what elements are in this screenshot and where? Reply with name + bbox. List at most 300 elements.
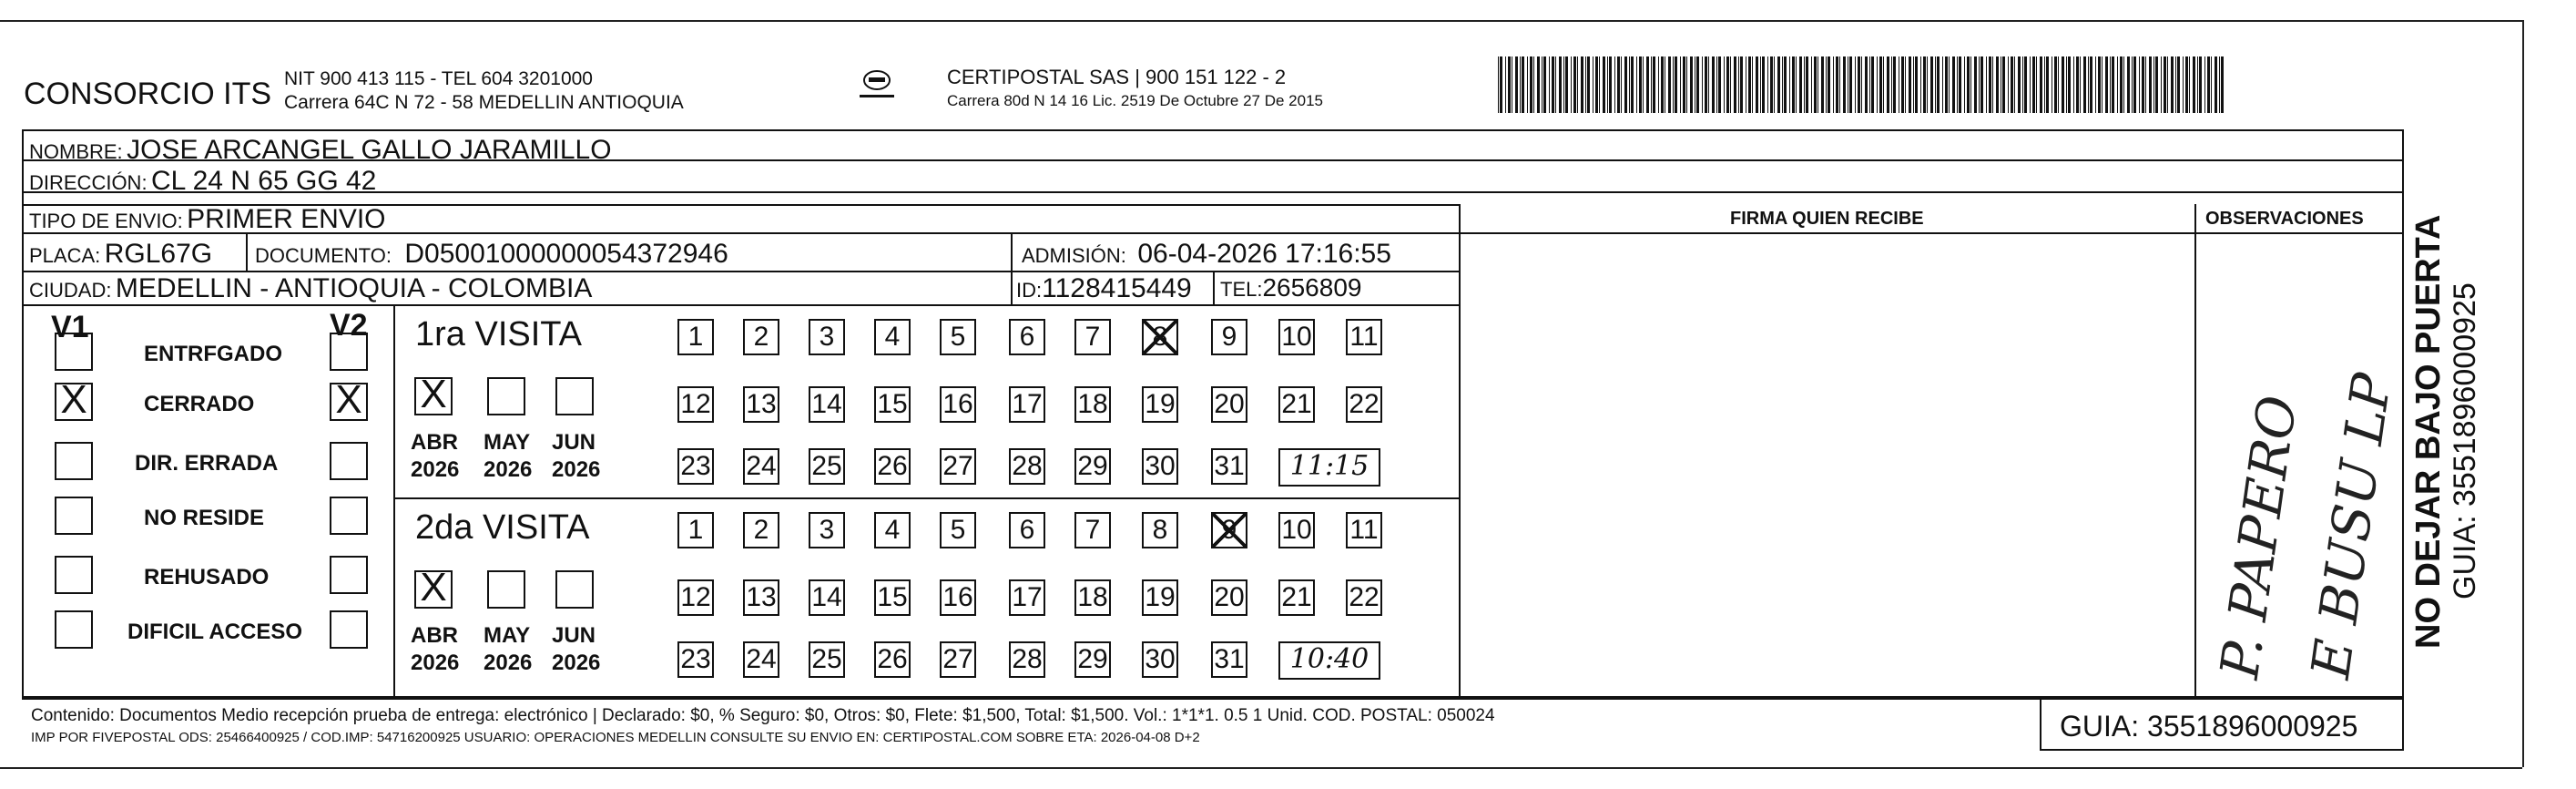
barcode-bar bbox=[2022, 56, 2023, 113]
barcode-bar bbox=[1708, 56, 1709, 113]
company-name: CONSORCIO ITS bbox=[24, 77, 272, 111]
day-box[interactable]: 25 bbox=[809, 641, 845, 678]
barcode-bar bbox=[1767, 56, 1768, 113]
barcode-bar bbox=[1784, 56, 1787, 113]
day-box[interactable]: 18 bbox=[1074, 579, 1111, 616]
footer-line-1: Contenido: Documentos Medio recepción prueba de entrega: electrónico | Declarado: $0, % Seguro: $0, Otros: $0, Flete: $1,500, Total: $1,500. Vol.: 1*1*1. 0.5 1 Unid. COD. POSTAL: 050024 bbox=[31, 706, 1495, 725]
day-box[interactable]: 30 bbox=[1142, 641, 1178, 678]
day-box[interactable]: 8 bbox=[1142, 512, 1178, 548]
barcode bbox=[1498, 56, 2226, 113]
barcode-bar bbox=[1858, 56, 1860, 113]
ciudad-value: MEDELLIN - ANTIOQUIA - COLOMBIA bbox=[115, 273, 593, 303]
barcode-bar bbox=[1804, 56, 1805, 113]
barcode-bar bbox=[2076, 56, 2079, 113]
day-box[interactable]: 31 bbox=[1211, 448, 1247, 485]
bottom-edge bbox=[0, 767, 2522, 769]
day-box[interactable]: 31 bbox=[1211, 641, 1247, 678]
barcode-bar bbox=[1756, 56, 1758, 113]
day-box[interactable]: 6 bbox=[1009, 319, 1045, 355]
barcode-bar bbox=[1716, 56, 1717, 113]
company-address: Carrera 64C N 72 - 58 MEDELLIN ANTIOQUIA bbox=[284, 92, 684, 113]
barcode-bar bbox=[2098, 56, 2101, 113]
day-box[interactable]: 1 bbox=[677, 319, 714, 355]
day-box[interactable]: 17 bbox=[1009, 579, 1045, 616]
barcode-bar bbox=[1565, 56, 1568, 113]
barcode-bar bbox=[2068, 56, 2071, 113]
barcode-bar bbox=[2132, 56, 2133, 113]
status-option-label: CERRADO bbox=[144, 392, 255, 416]
barcode-bar bbox=[1952, 56, 1955, 113]
barcode-bar bbox=[1760, 56, 1761, 113]
barcode-bar bbox=[1639, 56, 1642, 113]
v2-label: V2 bbox=[330, 308, 368, 343]
ciudad-label: CIUDAD: bbox=[29, 279, 112, 302]
barcode-bar bbox=[1712, 56, 1715, 113]
barcode-bar bbox=[1836, 56, 1838, 113]
barcode-bar bbox=[1989, 56, 1991, 113]
v1-checkbox[interactable] bbox=[55, 610, 93, 649]
barcode-bar bbox=[1724, 56, 1725, 113]
barcode-bar bbox=[1887, 56, 1889, 113]
day-box[interactable]: 2 bbox=[743, 319, 779, 355]
documento-label: DOCUMENTO: bbox=[255, 244, 392, 267]
day-box[interactable]: 16 bbox=[940, 579, 976, 616]
check-mark bbox=[331, 334, 366, 369]
barcode-bar bbox=[1631, 56, 1634, 113]
check-mark: X bbox=[420, 372, 447, 416]
barcode-bar bbox=[1740, 56, 1743, 113]
observaciones-handwriting bbox=[2194, 273, 2404, 698]
barcode-bar bbox=[1909, 56, 1911, 113]
barcode-bar bbox=[1843, 56, 1846, 113]
barcode-bar bbox=[2044, 56, 2045, 113]
day-box[interactable]: 11 bbox=[1346, 319, 1382, 355]
check-mark bbox=[56, 612, 91, 647]
barcode-bar bbox=[2177, 56, 2180, 113]
barcode-bar bbox=[2054, 56, 2057, 113]
day-box[interactable]: 22 bbox=[1346, 579, 1382, 616]
barcode-bar bbox=[2040, 56, 2042, 113]
day-box[interactable]: 9 bbox=[1211, 512, 1247, 548]
day-box[interactable]: 18 bbox=[1074, 386, 1111, 423]
barcode-bar bbox=[1559, 56, 1562, 113]
day-box[interactable]: 15 bbox=[874, 386, 911, 423]
day-box[interactable]: 7 bbox=[1074, 319, 1111, 355]
admision-label: ADMISIÓN: bbox=[1022, 244, 1126, 267]
day-box[interactable]: 19 bbox=[1142, 386, 1178, 423]
day-box[interactable]: 30 bbox=[1142, 448, 1178, 485]
barcode-bar bbox=[1702, 56, 1703, 113]
barcode-bar bbox=[1986, 56, 1987, 113]
barcode-bar bbox=[1996, 56, 1999, 113]
day-box[interactable]: 14 bbox=[809, 386, 845, 423]
barcode-bar bbox=[1782, 56, 1783, 113]
barcode-bar bbox=[1789, 56, 1790, 113]
check-mark bbox=[489, 379, 524, 414]
day-box[interactable]: 10 bbox=[1278, 512, 1315, 548]
barcode-bar bbox=[2120, 56, 2123, 113]
day-box[interactable]: 14 bbox=[809, 579, 845, 616]
day-box[interactable]: 24 bbox=[743, 641, 779, 678]
barcode-bar bbox=[1609, 56, 1612, 113]
barcode-bar bbox=[1527, 56, 1528, 113]
day-box[interactable]: 9 bbox=[1211, 319, 1247, 355]
day-box[interactable]: 3 bbox=[809, 319, 845, 355]
barcode-bar bbox=[2183, 56, 2184, 113]
barcode-bar bbox=[1930, 56, 1933, 113]
barcode-bar bbox=[1673, 56, 1674, 113]
barcode-bar bbox=[1879, 56, 1882, 113]
barcode-bar bbox=[1653, 56, 1655, 113]
barcode-bar bbox=[2062, 56, 2064, 113]
barcode-bar bbox=[2171, 56, 2174, 113]
year-label: 2026 bbox=[484, 651, 533, 675]
barcode-bar bbox=[1806, 56, 1808, 113]
barcode-bar bbox=[2030, 56, 2031, 113]
month-checkbox[interactable] bbox=[414, 565, 453, 610]
day-box[interactable]: 4 bbox=[874, 512, 911, 548]
day-box[interactable]: 24 bbox=[743, 448, 779, 485]
nombre-label: NOMBRE: bbox=[29, 140, 123, 163]
barcode-bar bbox=[1980, 56, 1983, 113]
v1-checkbox[interactable] bbox=[55, 556, 93, 594]
barcode-bar bbox=[2153, 56, 2154, 113]
barcode-bar bbox=[1500, 56, 1502, 113]
day-box[interactable]: 17 bbox=[1009, 386, 1045, 423]
barcode-bar bbox=[2204, 56, 2205, 113]
v1-checkbox[interactable] bbox=[55, 497, 93, 535]
v2-checkbox[interactable] bbox=[330, 556, 368, 594]
day-box[interactable]: 2 bbox=[743, 512, 779, 548]
month-checkbox[interactable] bbox=[555, 377, 594, 415]
barcode-bar bbox=[1552, 56, 1554, 113]
status-option-label: ENTRFGADO bbox=[144, 342, 282, 366]
month-label: MAY bbox=[484, 430, 531, 455]
barcode-bar bbox=[2090, 56, 2092, 113]
barcode-bar bbox=[1530, 56, 1532, 113]
barcode-bar bbox=[1833, 56, 1834, 113]
tipo-label: TIPO DE ENVIO: bbox=[29, 210, 183, 232]
day-box[interactable]: 13 bbox=[743, 386, 779, 423]
day-box[interactable]: 16 bbox=[940, 386, 976, 423]
barcode-bar bbox=[1636, 56, 1637, 113]
barcode-bar bbox=[1915, 56, 1918, 113]
month-checkbox[interactable] bbox=[487, 377, 525, 415]
barcode-bar bbox=[2046, 56, 2049, 113]
month-checkbox[interactable] bbox=[555, 570, 594, 609]
day-box[interactable]: 8 bbox=[1142, 319, 1178, 355]
barcode-bar bbox=[1585, 56, 1586, 113]
barcode-bar bbox=[1974, 56, 1977, 113]
barcode-bar bbox=[1942, 56, 1943, 113]
barcode-bar bbox=[1865, 56, 1868, 113]
v1-checkbox[interactable] bbox=[55, 442, 93, 480]
day-box[interactable]: 20 bbox=[1211, 386, 1247, 423]
barcode-bar bbox=[2080, 56, 2081, 113]
barcode-bar bbox=[2110, 56, 2111, 113]
barcode-bar bbox=[1515, 56, 1518, 113]
barcode-bar bbox=[1970, 56, 1971, 113]
barcode-bar bbox=[1683, 56, 1685, 113]
barcode-bar bbox=[1979, 56, 1980, 113]
barcode-bar bbox=[1607, 56, 1608, 113]
barcode-bar bbox=[1839, 56, 1840, 113]
barcode-bar bbox=[1571, 56, 1572, 113]
tipo-value: PRIMER ENVIO bbox=[187, 204, 386, 234]
barcode-bar bbox=[1668, 56, 1671, 113]
barcode-bar bbox=[1817, 56, 1818, 113]
barcode-bar bbox=[1624, 56, 1627, 113]
barcode-bar bbox=[2102, 56, 2103, 113]
day-box[interactable]: 27 bbox=[940, 641, 976, 678]
barcode-bar bbox=[1587, 56, 1590, 113]
barcode-bar bbox=[1992, 56, 1993, 113]
barcode-bar bbox=[1905, 56, 1906, 113]
day-box[interactable]: 29 bbox=[1074, 448, 1111, 485]
status-option-label: NO RESIDE bbox=[144, 506, 265, 530]
courier-name: CERTIPOSTAL SAS | 900 151 122 - 2 bbox=[947, 66, 1287, 88]
top-edge bbox=[0, 20, 2522, 22]
check-mark: X bbox=[420, 565, 447, 610]
barcode-bar bbox=[1573, 56, 1576, 113]
check-mark: X bbox=[335, 377, 362, 422]
check-mark bbox=[56, 498, 91, 533]
barcode-bar bbox=[1621, 56, 1622, 113]
barcode-bar bbox=[2199, 56, 2202, 113]
barcode-bar bbox=[2011, 56, 2013, 113]
day-box[interactable]: 21 bbox=[1278, 579, 1315, 616]
barcode-bar bbox=[1811, 56, 1812, 113]
barcode-bar bbox=[1945, 56, 1948, 113]
courier-address: Carrera 80d N 14 16 Lic. 2519 De Octubre 27 De 2015 bbox=[947, 92, 1323, 109]
day-box[interactable]: 1 bbox=[677, 512, 714, 548]
barcode-bar bbox=[1690, 56, 1693, 113]
day-box[interactable]: 6 bbox=[1009, 512, 1045, 548]
barcode-bar bbox=[2139, 56, 2140, 113]
check-mark bbox=[557, 379, 592, 414]
barcode-bar bbox=[1651, 56, 1652, 113]
barcode-bar bbox=[1577, 56, 1578, 113]
day-box[interactable]: 23 bbox=[677, 448, 714, 485]
v2-checkbox[interactable] bbox=[330, 610, 368, 649]
barcode-bar bbox=[1920, 56, 1921, 113]
right-edge bbox=[2522, 20, 2524, 767]
barcode-bar bbox=[2127, 56, 2130, 113]
barcode-bar bbox=[1748, 56, 1751, 113]
barcode-bar bbox=[1498, 56, 1499, 113]
check-mark bbox=[557, 572, 592, 607]
no-dejar-notice: NO DEJAR BAJO PUERTA bbox=[2409, 214, 2448, 649]
barcode-bar bbox=[1581, 56, 1583, 113]
barcode-bar bbox=[2105, 56, 2108, 113]
placa-label: PLACA: bbox=[29, 244, 101, 267]
day-box[interactable]: 28 bbox=[1009, 641, 1045, 678]
month-label: JUN bbox=[552, 623, 596, 648]
barcode-bar bbox=[1705, 56, 1707, 113]
barcode-bar bbox=[1617, 56, 1620, 113]
barcode-bar bbox=[2024, 56, 2027, 113]
barcode-bar bbox=[1752, 56, 1753, 113]
day-box[interactable]: 29 bbox=[1074, 641, 1111, 678]
day-box[interactable]: 3 bbox=[809, 512, 845, 548]
barcode-bar bbox=[1542, 56, 1543, 113]
status-option-label: DIFICIL ACCESO bbox=[127, 620, 303, 644]
year-label: 2026 bbox=[552, 651, 601, 675]
id-value: 1128415449 bbox=[1042, 273, 1192, 303]
barcode-bar bbox=[1821, 56, 1824, 113]
barcode-bar bbox=[1505, 56, 1506, 113]
day-box[interactable]: 12 bbox=[677, 579, 714, 616]
barcode-bar bbox=[2207, 56, 2210, 113]
barcode-bar bbox=[2088, 56, 2089, 113]
barcode-bar bbox=[1730, 56, 1731, 113]
check-mark bbox=[331, 558, 366, 592]
company-nit: NIT 900 413 115 - TEL 604 3201000 bbox=[284, 68, 593, 89]
month-checkbox[interactable] bbox=[414, 372, 453, 416]
day-box[interactable]: 26 bbox=[874, 448, 911, 485]
barcode-bar bbox=[1949, 56, 1950, 113]
barcode-bar bbox=[2032, 56, 2035, 113]
v2-checkbox[interactable] bbox=[330, 497, 368, 535]
barcode-bar bbox=[1927, 56, 1928, 113]
barcode-bar bbox=[2117, 56, 2118, 113]
check-mark bbox=[331, 498, 366, 533]
barcode-bar bbox=[1738, 56, 1739, 113]
year-label: 2026 bbox=[411, 457, 460, 482]
barcode-bar bbox=[2066, 56, 2067, 113]
day-box[interactable]: 10 bbox=[1278, 319, 1315, 355]
barcode-bar bbox=[1826, 56, 1827, 113]
day-box[interactable]: 27 bbox=[940, 448, 976, 485]
barcode-bar bbox=[1849, 56, 1852, 113]
barcode-bar bbox=[1957, 56, 1958, 113]
barcode-bar bbox=[2161, 56, 2162, 113]
barcode-bar bbox=[1522, 56, 1524, 113]
day-box[interactable]: 7 bbox=[1074, 512, 1111, 548]
barcode-bar bbox=[1726, 56, 1729, 113]
visit-time: 11:15 bbox=[1278, 448, 1380, 487]
check-mark bbox=[489, 572, 524, 607]
barcode-bar bbox=[2073, 56, 2074, 113]
day-box[interactable]: 28 bbox=[1009, 448, 1045, 485]
day-box[interactable]: 20 bbox=[1211, 579, 1247, 616]
month-label: ABR bbox=[411, 623, 458, 648]
barcode-bar bbox=[1964, 56, 1965, 113]
barcode-bar bbox=[1901, 56, 1904, 113]
barcode-bar bbox=[1799, 56, 1802, 113]
tel-value: 2656809 bbox=[1262, 273, 1362, 302]
check-mark bbox=[56, 558, 91, 592]
footer-guia: GUIA: 3551896000925 bbox=[2060, 710, 2358, 743]
day-box[interactable]: 5 bbox=[940, 319, 976, 355]
day-box[interactable]: 21 bbox=[1278, 386, 1315, 423]
handwritten-note-1: P. PAPERO bbox=[2208, 392, 2309, 682]
nombre-value: JOSE ARCANGEL GALLO JARAMILLO bbox=[127, 135, 612, 165]
visit-title: 1ra VISITA bbox=[415, 315, 583, 354]
barcode-bar bbox=[1599, 56, 1600, 113]
barcode-bar bbox=[2219, 56, 2220, 113]
barcode-bar bbox=[1549, 56, 1550, 113]
v1-checkbox[interactable] bbox=[55, 377, 93, 422]
day-box[interactable]: 22 bbox=[1346, 386, 1382, 423]
barcode-bar bbox=[2193, 56, 2195, 113]
barcode-bar bbox=[1935, 56, 1936, 113]
barcode-bar bbox=[1520, 56, 1521, 113]
month-label: ABR bbox=[411, 430, 458, 455]
barcode-bar bbox=[1658, 56, 1659, 113]
documento-value: D05001000000054372946 bbox=[404, 239, 728, 269]
barcode-bar bbox=[2189, 56, 2190, 113]
barcode-bar bbox=[2002, 56, 2005, 113]
v2-checkbox[interactable] bbox=[330, 333, 368, 371]
check-mark: X bbox=[60, 377, 87, 422]
day-box[interactable]: 4 bbox=[874, 319, 911, 355]
day-box[interactable]: 19 bbox=[1142, 579, 1178, 616]
barcode-bar bbox=[2008, 56, 2009, 113]
visit-time: 10:40 bbox=[1278, 641, 1380, 680]
barcode-bar bbox=[1718, 56, 1721, 113]
barcode-bar bbox=[2155, 56, 2158, 113]
v1-checkbox[interactable] bbox=[55, 333, 93, 371]
barcode-bar bbox=[2142, 56, 2144, 113]
barcode-bar bbox=[2123, 56, 2124, 113]
barcode-bar bbox=[2221, 56, 2224, 113]
v2-checkbox[interactable] bbox=[330, 442, 368, 480]
barcode-bar bbox=[1796, 56, 1797, 113]
month-checkbox[interactable] bbox=[487, 570, 525, 609]
v1-label: V1 bbox=[51, 310, 89, 344]
observaciones-label: OBSERVACIONES bbox=[2205, 209, 2364, 229]
barcode-bar bbox=[1869, 56, 1870, 113]
barcode-bar bbox=[2167, 56, 2168, 113]
year-label: 2026 bbox=[552, 457, 601, 482]
barcode-bar bbox=[2149, 56, 2152, 113]
barcode-bar bbox=[1959, 56, 1961, 113]
barcode-bar bbox=[1533, 56, 1534, 113]
barcode-bar bbox=[1774, 56, 1775, 113]
firma-label: FIRMA QUIEN RECIBE bbox=[1730, 209, 1924, 229]
v2-checkbox[interactable] bbox=[330, 377, 368, 422]
footer-guia-box bbox=[2040, 698, 2404, 751]
barcode-bar bbox=[1661, 56, 1664, 113]
barcode-bar bbox=[1883, 56, 1884, 113]
check-mark bbox=[331, 444, 366, 478]
day-box[interactable]: 13 bbox=[743, 579, 779, 616]
day-box[interactable]: 11 bbox=[1346, 512, 1382, 548]
side-guia: GUIA: 3551896000925 bbox=[2448, 282, 2482, 599]
barcode-bar bbox=[1913, 56, 1914, 113]
barcode-bar bbox=[1555, 56, 1556, 113]
day-box[interactable]: 12 bbox=[677, 386, 714, 423]
barcode-bar bbox=[2018, 56, 2021, 113]
barcode-bar bbox=[1643, 56, 1644, 113]
barcode-bar bbox=[1508, 56, 1511, 113]
barcode-bar bbox=[1595, 56, 1598, 113]
barcode-bar bbox=[1893, 56, 1896, 113]
footer-line-2: IMP POR FIVEPOSTAL ODS: 25466400925 / COD.IMP: 54716200925 USUARIO: OPERACIONES MEDELLIN CONSULTE SU ENVIO EN: CERTIPOSTAL.COM SOBRE ETA: 2026-04-08 D+2 bbox=[31, 730, 1200, 745]
day-box[interactable]: 15 bbox=[874, 579, 911, 616]
day-box[interactable]: 25 bbox=[809, 448, 845, 485]
barcode-bar bbox=[1537, 56, 1540, 113]
day-box[interactable]: 23 bbox=[677, 641, 714, 678]
barcode-bar bbox=[1967, 56, 1970, 113]
barcode-bar bbox=[2215, 56, 2217, 113]
barcode-bar bbox=[1629, 56, 1630, 113]
barcode-bar bbox=[1646, 56, 1649, 113]
day-box[interactable]: 5 bbox=[940, 512, 976, 548]
barcode-bar bbox=[1871, 56, 1874, 113]
day-box[interactable]: 26 bbox=[874, 641, 911, 678]
